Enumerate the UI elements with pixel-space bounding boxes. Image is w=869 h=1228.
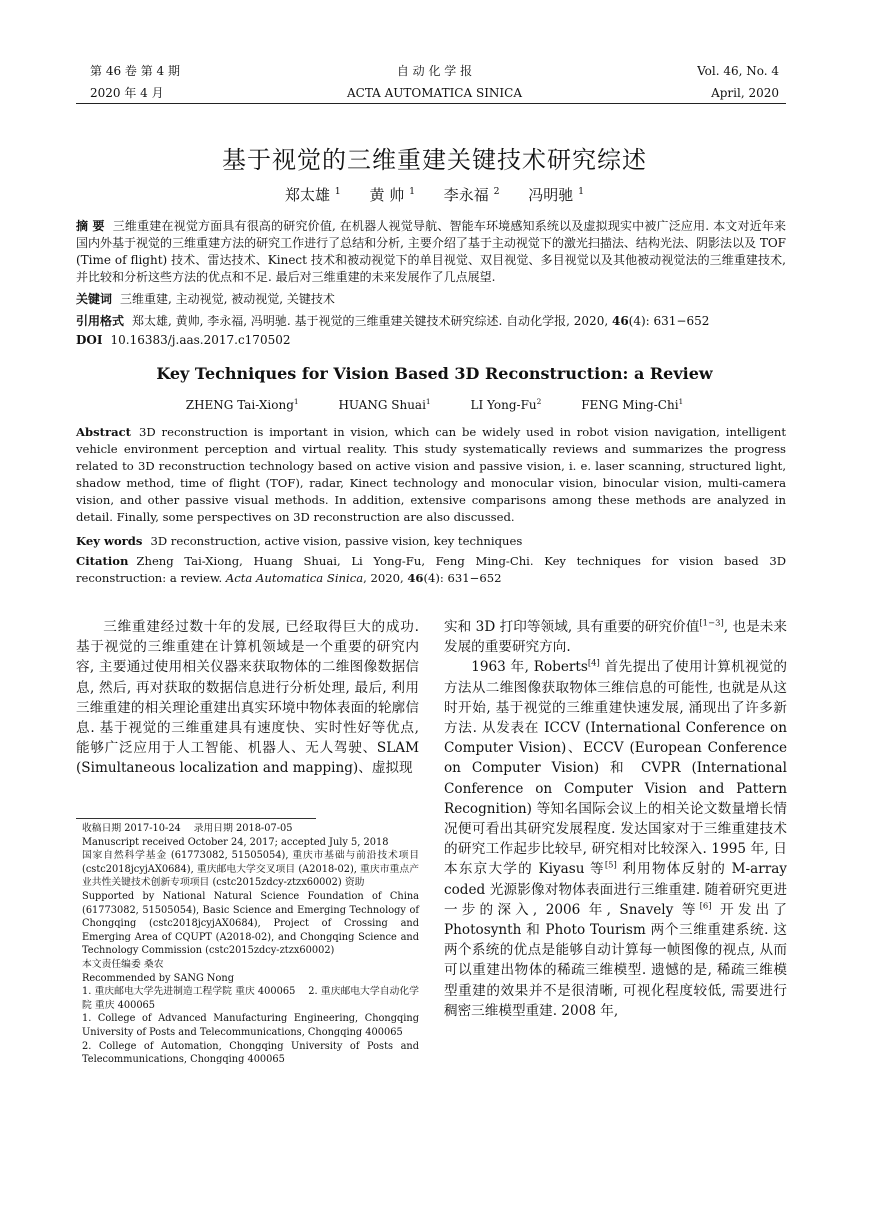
volume-issue-en: Vol. 46, No. 4	[697, 64, 779, 78]
body-column-left	[76, 617, 419, 779]
keywords-cn-text: 三维重建, 主动视觉, 被动视觉, 关键技术	[120, 292, 335, 306]
keywords-en-label: Key words	[76, 534, 143, 548]
abstract-en-label: Abstract	[76, 425, 132, 439]
footnote-received-cn: 收稿日期 2017-10-24 录用日期 2018-07-05	[82, 823, 293, 834]
doi	[76, 333, 290, 347]
keywords-en	[76, 533, 786, 550]
keywords-cn	[76, 291, 786, 308]
citation-cn: 引用格式 郑太雄, 黄帅, 李永福, 冯明驰. 基于视觉的三维重建关键技术研究综述. 自动化学报, 2020, 46(4): 631−652	[76, 314, 710, 328]
author-en: ZHENG Tai-Xiong$^1$	[185, 397, 299, 412]
abstract-en-text: 3D reconstruction is important in vision, which can be widely used in robot vision navigation, intelligent vehicle environment perception and virtual reality. This study systematically reviews and summarizes the progress related to 3D reconstruction technology based on active vision and passive vision, i. e. laser scanning, structured light, shadow method, time of flight (TOF), radar, Kinect technology and monocular vision, binocular vision, multi-camera vision, and other passive visual methods. In addition, extensive comparisons among these methods are analyzed in detail. Finally, some perspectives on 3D reconstruction are also discussed.	[76, 425, 786, 524]
date-cn: 2020 年 4 月	[90, 86, 164, 100]
footnote-affiliation-en-1: 1. College of Advanced Manufacturing Engineering, Chongqing University of Posts and Telecommunications, Chongqing 400065	[82, 1013, 419, 1038]
body-paragraph: 三维重建经过数十年的发展, 已经取得巨大的成功. 基于视觉的三维重建在计算机领域是一个重要的研究内容, 主要通过使用相关仪器来获取物体的二维图像数据信息, 然后, 再对获取的数据信息进行分析处理, 最后, 利用三维重建的相关理论重建出真实环境中物体表面的轮廓信息. 基于视觉的三维重建具有速度快、实时性好等优点, 能够广泛应用于人工智能、机器人、无人驾驶、SLAM (Simultaneous localization and mapping)、虚拟现	[76, 619, 419, 777]
reference-link[interactable]: [4]	[587, 657, 600, 668]
abstract-cn-label: 摘 要	[76, 219, 105, 233]
footnote-received-en: Manuscript received October 24, 2017; accepted July 5, 2018	[82, 836, 389, 848]
author-list-cn	[0, 184, 869, 205]
reference-link[interactable]: [1−3]	[699, 617, 724, 628]
body-column-right	[444, 617, 787, 1021]
author-cn: 李永福 $^2$	[443, 186, 500, 204]
journal-name-cn: 自 动 化 学 报	[396, 64, 473, 78]
author-cn: 黄 帅 $^1$	[369, 186, 415, 204]
paper-title-en: Key Techniques for Vision Based 3D Reconstruction: a Review	[156, 364, 713, 383]
running-header	[90, 60, 779, 104]
author-en: FENG Ming-Chi$^1$	[581, 397, 684, 412]
paper-title-cn: 基于视觉的三维重建关键技术研究综述	[222, 146, 647, 174]
keywords-cn-label: 关键词	[76, 292, 113, 306]
footnote-affiliation-en-2: 2. College of Automation, Chongqing University of Posts and Telecommunications, Chongqing 400065	[82, 1040, 419, 1066]
footnote-editor-en: Recommended by SANG Nong	[82, 972, 234, 984]
abstract-en	[76, 424, 786, 526]
body-paragraph: 实和 3D 打印等领域, 具有重要的研究价值[1−3], 也是未来发展的重要研究方向.	[444, 617, 787, 656]
reference-link[interactable]: [6]	[699, 900, 712, 911]
keywords-en-text: 3D reconstruction, active vision, passive vision, key techniques	[150, 534, 523, 548]
abstract-cn-text: 三维重建在视觉方面具有很高的研究价值, 在机器人视觉导航、智能车环境感知系统以及虚拟现实中被广泛应用. 本文对近年来国内外基于视觉的三维重建方法的研究工作进行了总结和分析, 主要介绍了基于主动视觉下的激光扫描法、结构光法、阴影法以及 TOF (Time of flight) 技术、雷达技术、Kinect 技术和被动视觉下的单目视觉、双目视觉、多目视觉以及其他被动视觉法的三维重建技术, 并比较和分析这些方法的优点和不足. 最后对三维重建的未来发展作了几点展望.	[76, 219, 786, 284]
footnotes	[76, 822, 419, 1067]
author-cn: 冯明驰 $^1$	[528, 186, 584, 204]
author-list-en	[0, 398, 869, 412]
footnote-funding-en: Supported by National Natural Science Foundation of China (61773082, 51505054), Basic Science and Emerging Technology of Chongqing (cstc2018jcyjAX0684), Project of Crossing and Emerging Area of CQUPT (A2018-02), and Chongqing Science and Technology Commission (cstc2015zdcy-ztzx60002)	[82, 890, 419, 957]
journal-name-en: ACTA AUTOMATICA SINICA	[346, 86, 523, 100]
reference-link[interactable]: [5]	[604, 859, 617, 870]
author-en: HUANG Shuai$^1$	[338, 397, 431, 412]
volume-issue-cn: 第 46 卷 第 4 期	[90, 64, 180, 78]
citation-cn-label: 引用格式	[76, 314, 125, 328]
doi-link[interactable]: 10.16383/j.aas.2017.c170502	[110, 333, 291, 347]
footnote-funding-cn: 国家自然科学基金 (61773082, 51505054), 重庆市基础与前沿技术项目 (cstc2018jcyjAX0684), 重庆邮电大学交叉项目 (A2018-02), 重庆市重点产业共性关键技术创新专项项目 (cstc2015zdcy-ztzx60002) 资助	[82, 850, 419, 889]
doi-label: DOI	[76, 333, 103, 347]
footnote-editor-cn: 本文责任编委 桑农	[82, 958, 164, 970]
author-en: LI Yong-Fu$^2$	[470, 397, 542, 412]
date-en: April, 2020	[711, 86, 779, 100]
citation-en-label: Citation	[76, 554, 129, 568]
body-paragraph: 1963 年, Roberts[4] 首先提出了使用计算机视觉的方法从二维图像获取物体三维信息的可能性, 也就是从这时开始, 基于视觉的三维重建快速发展, 涌现出了许多新方法. 从发表在 ICCV (International Conference on Computer Vision)、ECCV (European Conference on Computer Vision) 和 CVPR (International Conference on Computer Vision and Pattern Recognition) 等知名国际会议上的相关论文数量增长情况便可看出其研究发展程度. 发达国家对于三维重建技术的研究工作起步比较早, 研究相对比较深入. 1995 年, 日本东京大学的 Kiyasu 等[5] 利用物体反射的 M-array coded 光源影像对物体表面进行三维重建. 随着研究更进一步的深入, 2006 年, Snavely 等[6] 开发出了 Photosynth 和 Photo Tourism 两个三维重建系统. 这两个系统的优点是能够自动计算每一帧图像的视点, 从而可以重建出物体的稀疏三维模型. 遗憾的是, 稀疏三维模型重建的效果并不是很清晰, 可视化程度较低, 需要进行稠密三维模型重建. 2008 年,	[444, 657, 787, 1019]
abstract-cn	[76, 218, 786, 286]
citation-en: Citation Zheng Tai-Xiong, Huang Shuai, Li Yong-Fu, Feng Ming-Chi. Key techniques for vision based 3D reconstruction: a review. Acta Automatica Sinica, 2020, 46(4): 631−652	[76, 554, 786, 585]
footnote-affiliation-cn: 1. 重庆邮电大学先进制造工程学院 重庆 400065 2. 重庆邮电大学自动化学院 重庆 400065	[82, 986, 419, 1011]
footnote-rule	[76, 818, 316, 819]
header-rule	[76, 103, 786, 104]
author-cn: 郑太雄 $^1$	[285, 186, 341, 204]
